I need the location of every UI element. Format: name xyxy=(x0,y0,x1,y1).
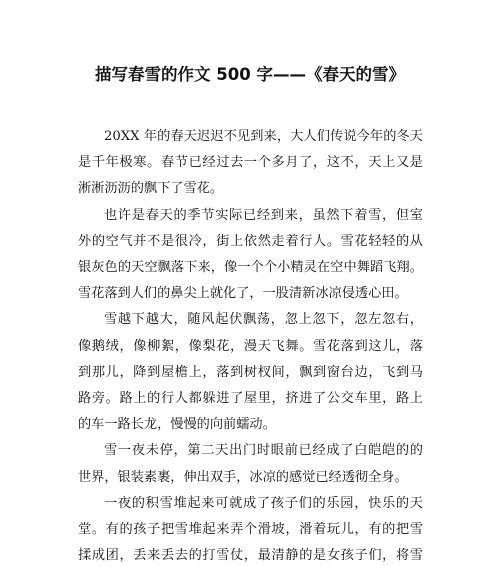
paragraph xyxy=(78,307,423,438)
paragraph-line: 外的空气并不是很冷，街上依然走着行人。雪花轻轻的从 xyxy=(78,233,423,249)
paragraph-line: 一夜的积雪堆起来可就成了孩子们的乐园，快乐的天 xyxy=(104,495,423,511)
paragraph xyxy=(78,203,423,308)
paragraph-line: 像鹅绒，像柳絮，像梨花，漫天飞舞。雪花落到这儿，落 xyxy=(78,338,423,354)
paragraph-line: 到那儿，降到屋檐上，落到树杈间，飘到窗台边，飞到马 xyxy=(78,364,423,380)
paragraph-line: 淅淅沥沥的飘下了雪花。 xyxy=(78,181,224,197)
paragraph xyxy=(78,438,423,490)
paragraph-line: 路旁。路上的行人都躲进了屋里，挤进了公交车里，路上 xyxy=(78,391,423,407)
paragraph-line: 银灰色的天空飘落下来，像一个个小精灵在空中舞蹈飞翔。 xyxy=(78,260,423,276)
paragraph xyxy=(78,124,423,203)
paragraph-line: 是千年极寒。春节已经过去一个多月了，这不，天上又是 xyxy=(78,155,423,171)
paragraph xyxy=(78,491,423,566)
paragraph-line: 世界，银装素裹，伸出双手，冰凉的感觉已经透彻全身。 xyxy=(78,469,408,485)
paragraph-line: 雪花落到人们的鼻尖上就化了，一股清新冰凉侵透心田。 xyxy=(78,286,408,302)
paragraph-line: 的车一路长龙，慢慢的向前蠕动。 xyxy=(78,417,276,433)
paragraph-line: 雪一夜未停，第二天出门时眼前已经成了白皑皑的的 xyxy=(104,443,423,459)
paragraph-line: 揉成团，丢来丢去的打雪仗，最清静的是女孩子们，将雪 xyxy=(78,548,423,564)
paragraph-line: 堂。有的孩子把雪堆起来弄个滑坡，滑着玩儿，有的把雪 xyxy=(78,522,423,538)
document-body xyxy=(78,124,423,566)
document-title: 描写春雪的作文 500 字——《春天的雪》 xyxy=(95,65,405,84)
paragraph-line: 也许是春天的季节实际已经到来，虽然下着雪，但室 xyxy=(104,207,423,223)
paragraph-line: 雪越下越大，随风起伏飘荡，忽上忽下，忽左忽右， xyxy=(104,312,423,328)
paragraph-line: 20XX 年的春天迟迟不见到来，大人们传说今年的冬天 xyxy=(104,129,423,144)
